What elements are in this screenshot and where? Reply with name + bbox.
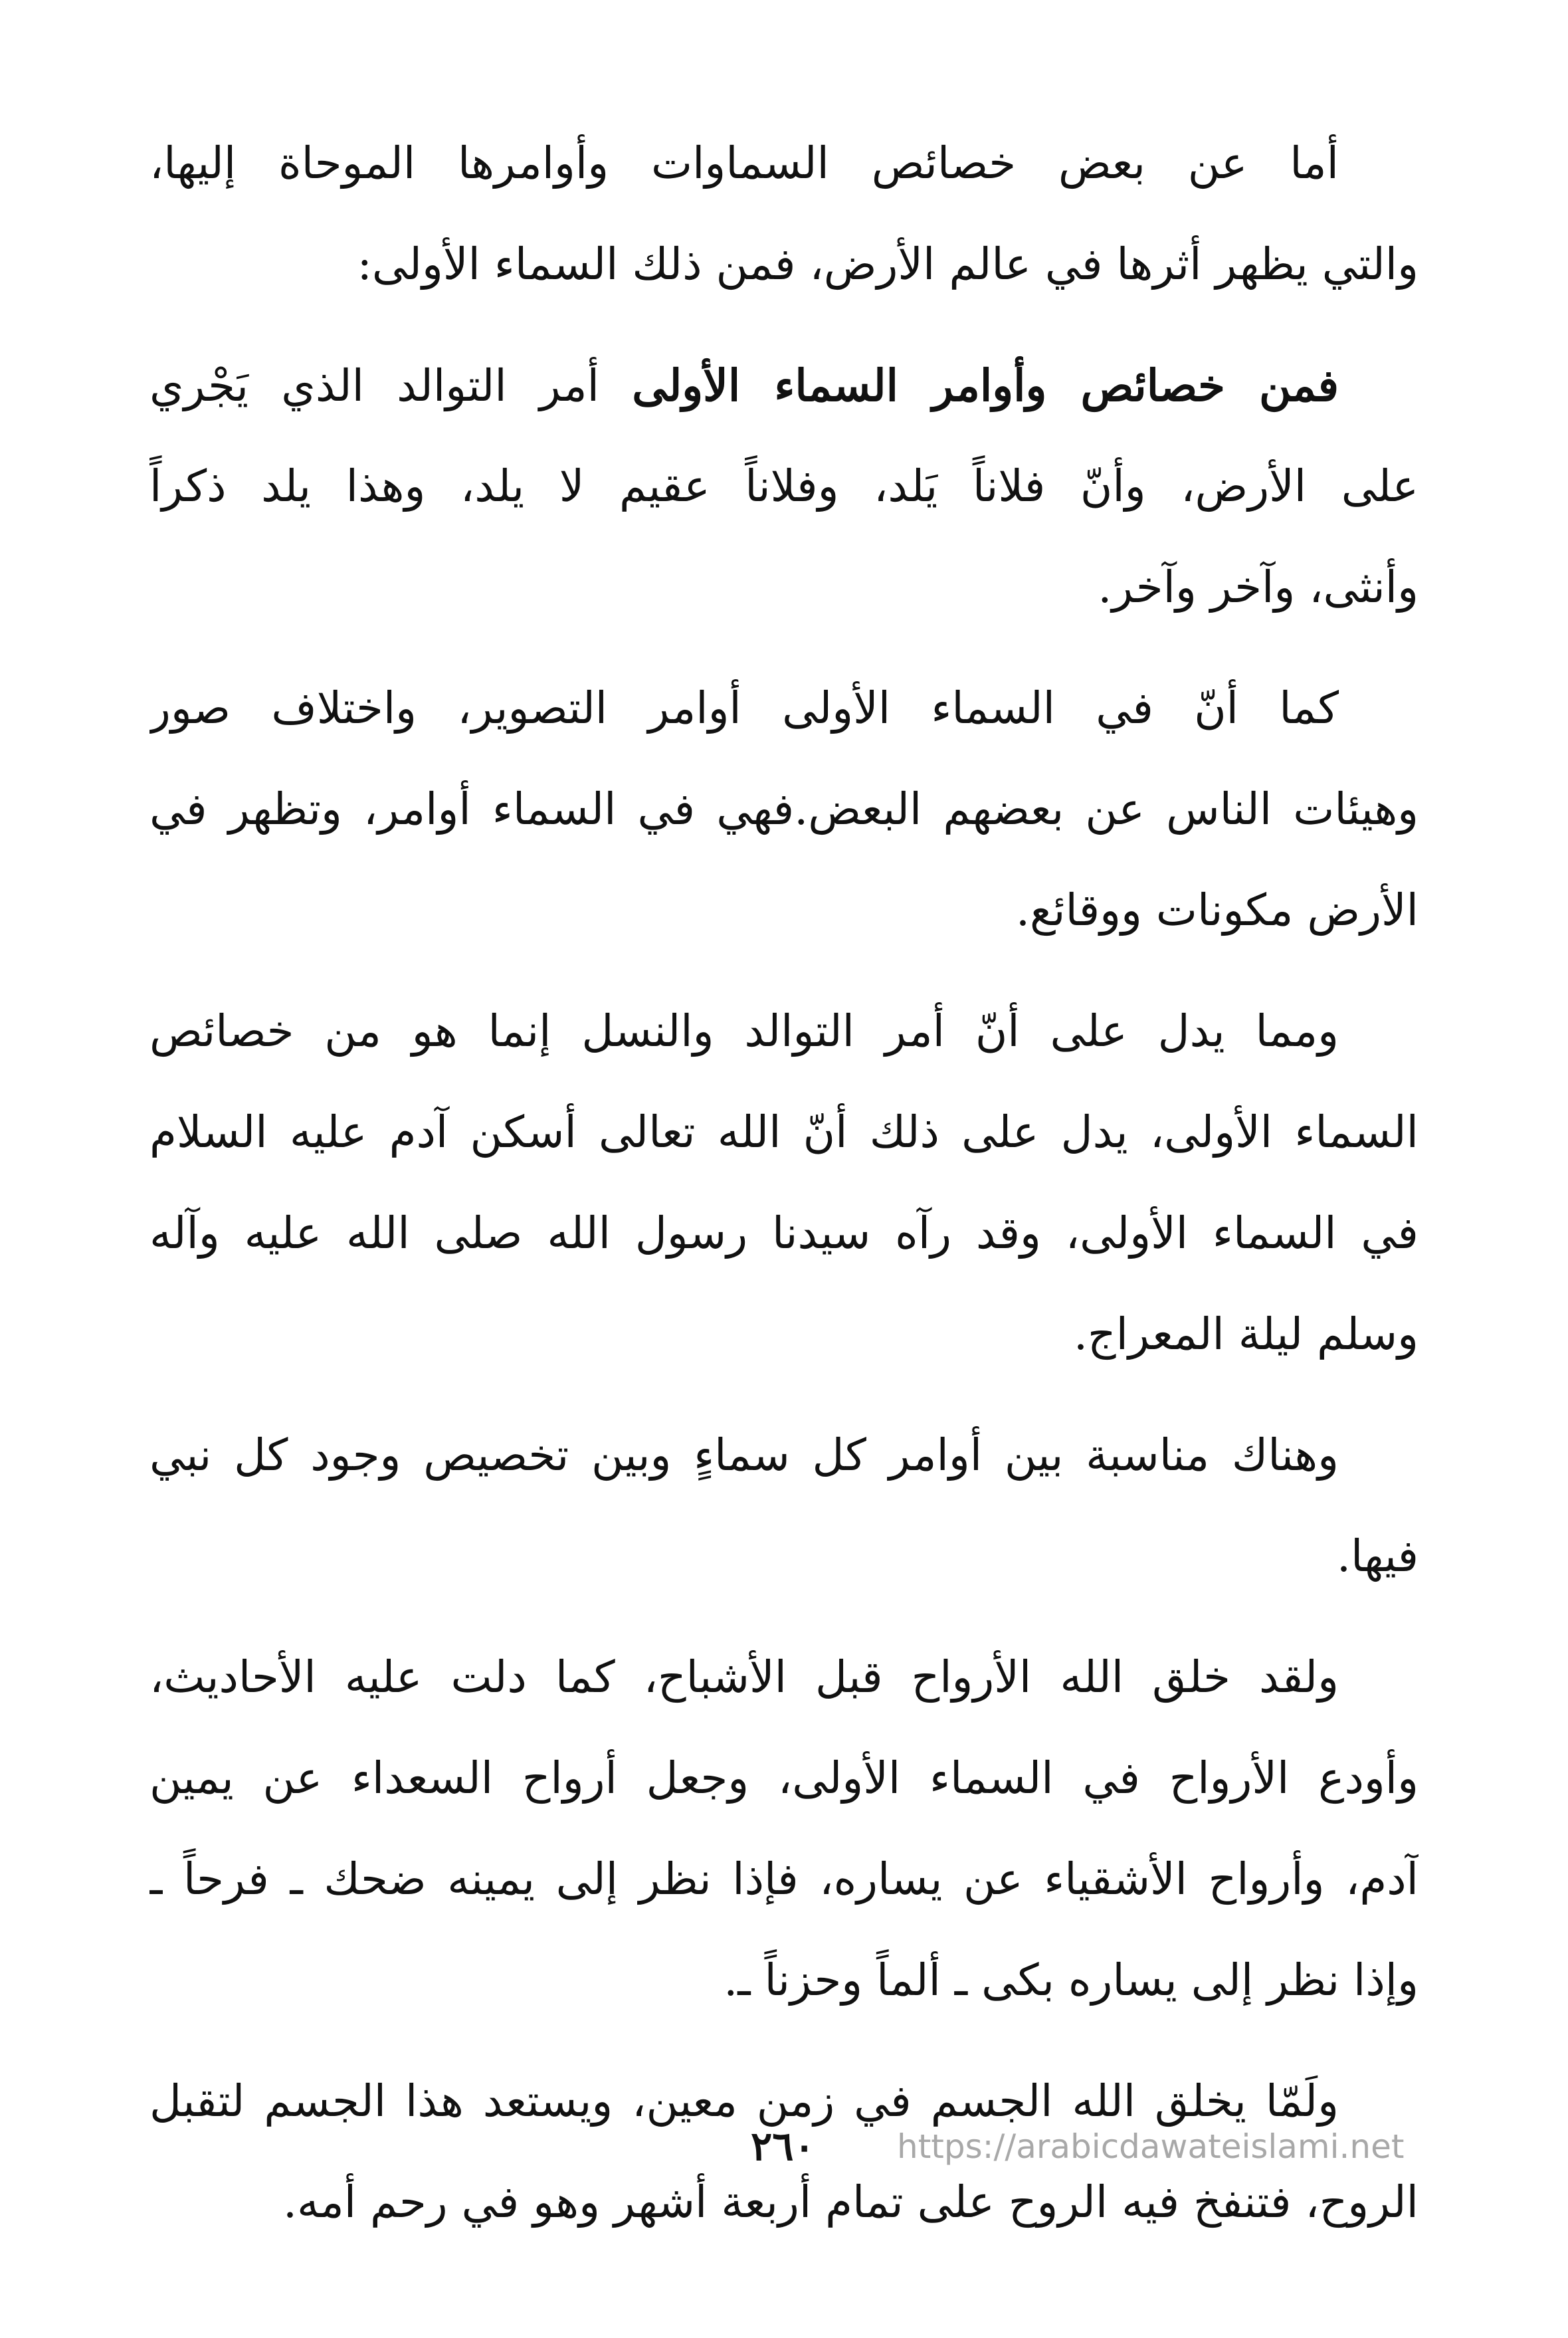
- text-line: كما أنّ في السماء الأولى أوامر التصوير، واختلاف صور: [149, 683, 1339, 734]
- text-line: ولقد خلق الله الأرواح قبل الأشباح، كما دلت عليه الأحاديث،: [149, 1651, 1339, 1703]
- text-line: وهناك مناسبة بين أوامر كل سماءٍ وبين تخصيص وجود كل نبي: [149, 1430, 1339, 1481]
- text-run: أمر التوالد الذي يَجْري: [149, 360, 633, 411]
- paragraph: [149, 981, 1419, 1385]
- paragraph: [149, 1405, 1419, 1607]
- paragraph: [149, 1627, 1419, 2031]
- text-line: آدم، وأرواح الأشقياء عن يساره، فإذا نظر إلى يمينه ضحك ـ فرحاً ـ: [149, 1854, 1419, 1905]
- page-body: [149, 113, 1419, 2253]
- text-line: الروح، فتنفخ فيه الروح على تمام أربعة أشهر وهو في رحم أمه.: [283, 2177, 1419, 2228]
- text-line: ولَمّا يخلق الله الجسم في زمن معين، ويستعد هذا الجسم لتقبل: [149, 2075, 1339, 2127]
- text-line: ومما يدل على أنّ أمر التوالد والنسل إنما هو من خصائص: [149, 1006, 1339, 1057]
- website-url: https://arabicdawateislami.net: [897, 2127, 1405, 2166]
- text-line: أما عن بعض خصائص السماوات وأوامرها الموحاة إليها،: [149, 138, 1339, 189]
- text-line: في السماء الأولى، وقد رآه سيدنا رسول الله صلى الله عليه وآله: [149, 1208, 1419, 1259]
- text-line: وسلم ليلة المعراج.: [1074, 1309, 1419, 1360]
- text-line: والتي يظهر أثرها في عالم الأرض، فمن ذلك السماء الأولى:: [357, 239, 1419, 290]
- paragraph: [149, 113, 1419, 315]
- text-line: على الأرض، وأنّ فلاناً يَلد، وفلاناً عقيم لا يلد، وهذا يلد ذكراً: [149, 461, 1419, 512]
- text-line: وهيئات الناس عن بعضهم البعض.فهي في السماء أوامر، وتظهر في: [149, 784, 1419, 835]
- text-line: الأرض مكونات ووقائع.: [1016, 885, 1419, 936]
- paragraph: [149, 658, 1419, 961]
- text-line: [149, 335, 1419, 436]
- text-line: وأنثى، وآخر وآخر.: [1098, 562, 1419, 613]
- text-line: وإذا نظر إلى يساره بكى ـ ألماً وحزناً ـ.: [724, 1955, 1419, 2006]
- text-line: السماء الأولى، يدل على ذلك أنّ الله تعالى أسكن آدم عليه السلام: [149, 1107, 1419, 1158]
- paragraph: [149, 335, 1419, 638]
- bold-heading-phrase: فمن خصائص وأوامر السماء الأولى: [632, 360, 1339, 411]
- page-number: ٢٦٠: [751, 2123, 815, 2170]
- page-footer: [0, 2113, 1568, 2180]
- text-line: وأودع الأرواح في السماء الأولى، وجعل أرواح السعداء عن يمين: [149, 1753, 1419, 1804]
- text-line: فيها.: [1337, 1531, 1419, 1582]
